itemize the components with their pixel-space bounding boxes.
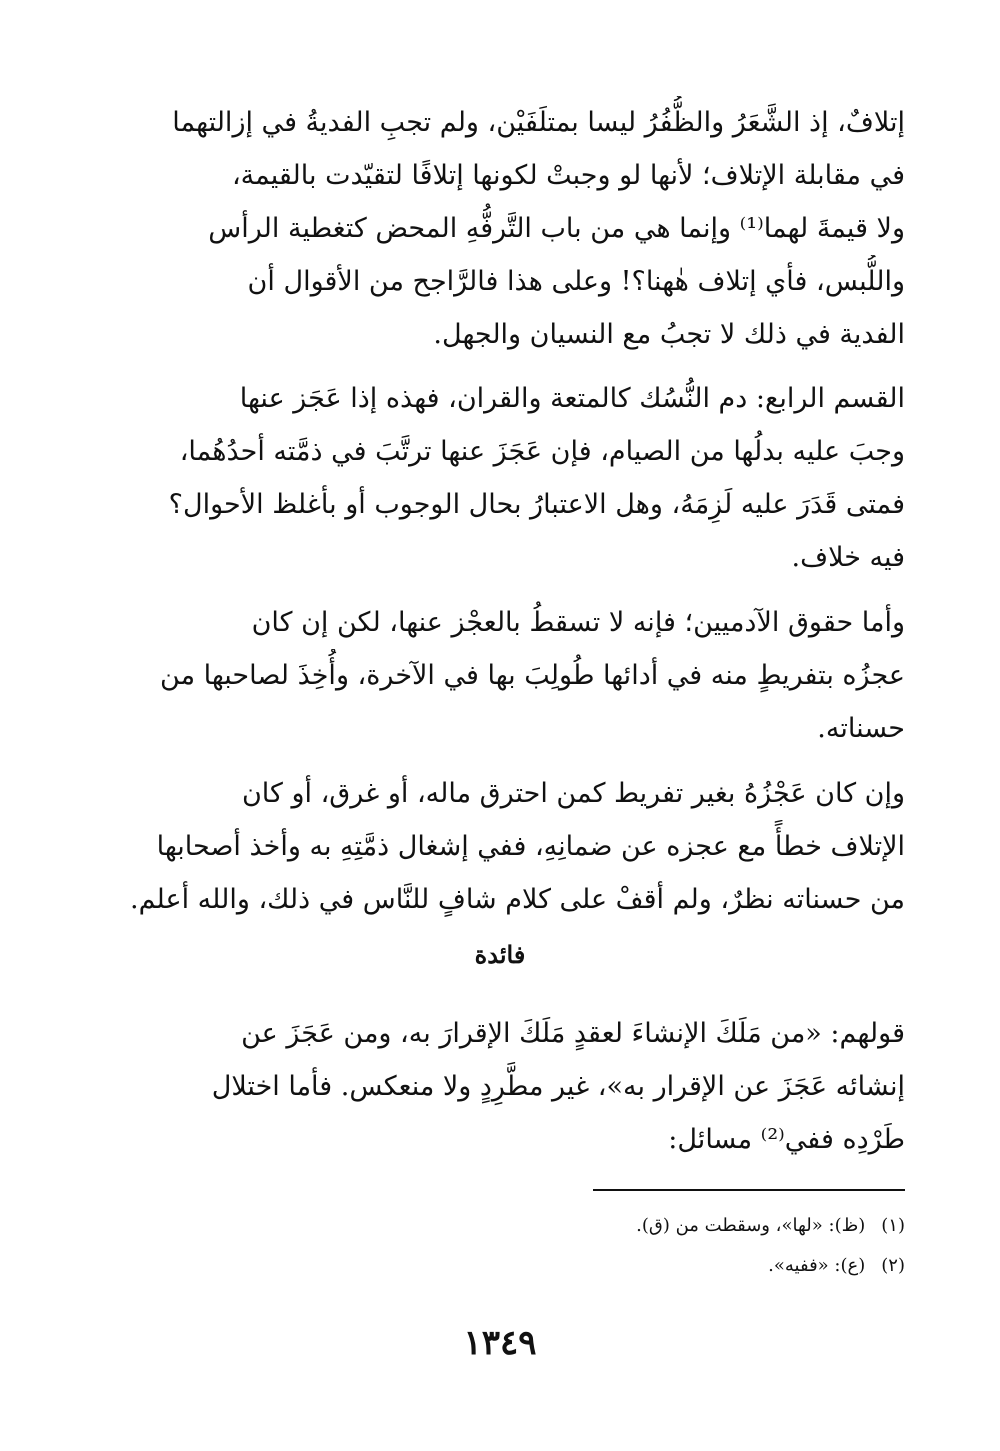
footnote-divider: [593, 1189, 905, 1191]
paragraph-1: [95, 96, 905, 361]
text-line: من حسناته نظرٌ، ولم أقفْ على كلام شافٍ للنَّاس في ذلك، والله أعلم.: [130, 884, 905, 915]
text-line: إتلافٌ، إذ الشَّعَرُ والظُّفُرُ ليسا بمتلَفَيْن، ولم تجبِ الفديةُ في إزالتهما: [172, 107, 905, 138]
footnotes: [95, 1206, 905, 1286]
footnote-number: (١): [881, 1215, 905, 1236]
section-heading: فائدة: [474, 940, 526, 969]
text-line: الإتلاف خطأً مع عجزه عن ضمانِهِ، ففي إشغال ذمَّتِهِ به وأخذ أصحابها: [156, 831, 905, 862]
text-line: وإن كان عَجْزُهُ بغير تفريط كمن احترق ماله، أو غرق، أو كان: [241, 778, 905, 809]
text-line: واللُّبس، فأي إتلاف هٰهنا؟! وعلى هذا فالرَّاجح من الأقوال أن: [247, 266, 905, 297]
text-line: الفدية في ذلك لا تجبُ مع النسيان والجهل.: [433, 319, 905, 350]
text-line: القسم الرابع: دم النُّسُك كالمتعة والقران، فهذه إذا عَجَز عنها: [239, 383, 905, 414]
text-line: ولا قيمةَ لهما⁽¹⁾ وإنما هي من باب التَّرفُّهِ المحض كتغطية الرأس: [208, 213, 905, 244]
paragraph-5: [95, 1007, 905, 1166]
text-line: حسناته.: [817, 713, 905, 744]
text-line: في مقابلة الإتلاف؛ لأنها لو وجبتْ لكونها إتلافًا لتقيّدت بالقيمة،: [231, 160, 905, 191]
footnote-text: (ع): «ففيه».: [768, 1255, 866, 1276]
text-line: عجزُه بتفريطٍ منه في أدائها طُولِبَ بها في الآخرة، وأُخِذَ لصاحبها من: [160, 660, 905, 691]
text-line: وجبَ عليه بدلُها من الصيام، فإن عَجَزَ عنها ترتَّبَ في ذمَّته أحدُهُما،: [179, 436, 905, 467]
text-line: فيه خلاف.: [791, 542, 905, 573]
footnote-2: [95, 1246, 905, 1286]
text-line: طَرْدِه ففي⁽²⁾ مسائل:: [668, 1124, 905, 1155]
paragraph-3: [95, 596, 905, 755]
text-line: إنشائه عَجَزَ عن الإقرار به»، غير مطَّرِدٍ ولا منعكس. فأما اختلال: [211, 1071, 905, 1102]
text-line: وأما حقوق الآدميين؛ فإنه لا تسقطُ بالعجْز عنها، لكن إن كان: [251, 607, 905, 638]
text-line: قولهم: «من مَلَكَ الإنشاءَ لعقدٍ مَلَكَ الإقرارَ به، ومن عَجَزَ عن: [241, 1018, 905, 1049]
footnote-text: (ظ): «لها»، وسقطت من (ق).: [636, 1215, 866, 1236]
page-number: ١٣٤٩: [463, 1323, 537, 1363]
text-line: فمتى قَدَرَ عليه لَزِمَهُ، وهل الاعتبارُ بحال الوجوب أو بأغلظ الأحوال؟: [168, 489, 905, 520]
footnote-1: [95, 1206, 905, 1246]
paragraph-2: [95, 372, 905, 584]
footnote-number: (٢): [881, 1255, 905, 1276]
paragraph-4: [95, 767, 905, 926]
